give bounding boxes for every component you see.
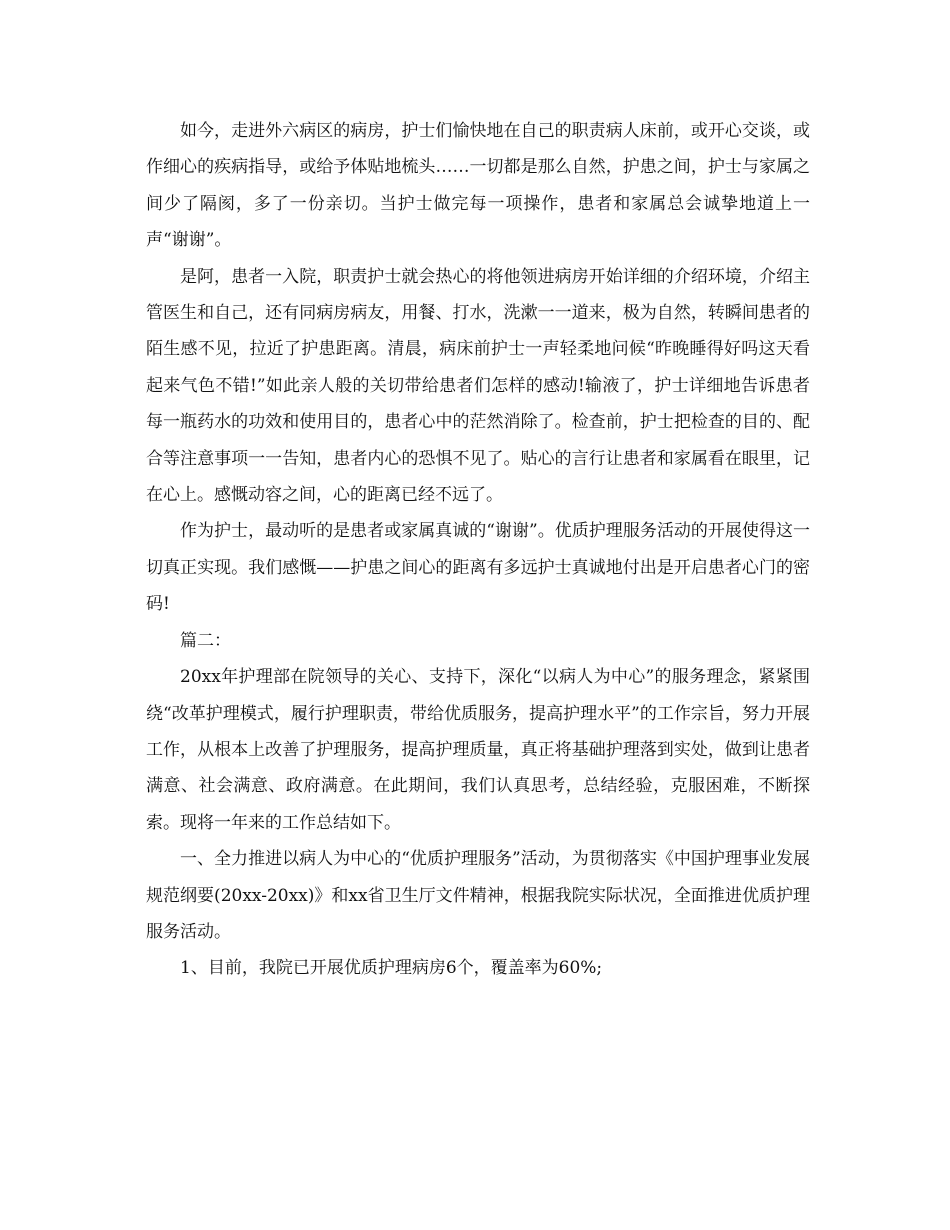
paragraph: 是阿，患者一入院，职责护士就会热心的将他领进病房开始详细的介绍环境，介绍主管医生和自己，还有同病房病友，用餐、打水，洗漱一一道来，极为自然，转瞬间患者的陌生感不见，拉近了护患距离。清晨，病床前护士一声轻柔地问候“昨晚睡得好吗这天看起来气色不错!”如此亲人般的关切带给患者们怎样的感动!输液了，护士详细地告诉患者每一瓶药水的功效和使用目的，患者心中的茫然消除了。检查前，护士把检查的目的、配合等注意事项一一告知，患者内心的恐惧不见了。贴心的言行让患者和家属看在眼里，记在心上。感慨动容之间，心的距离已经不远了。 bbox=[146, 266, 810, 506]
paragraph: 一、全力推进以病人为中心的“优质护理服务”活动，为贯彻落实《中国护理事业发展规范纲要(20xx-20xx)》和xx省卫生厅文件精神，根据我院实际状况，全面推进优质护理服务活动。 bbox=[146, 849, 810, 942]
paragraph: 如今，走进外六病区的病房，护士们愉快地在自己的职责病人床前，或开心交谈，或作细心的疾病指导，或给予体贴地梳头……一切都是那么自然，护患之间，护士与家属之间少了隔阂，多了一份亲切。当护士做完每一项操作，患者和家属总会诚挚地道上一声“谢谢”。 bbox=[146, 121, 810, 251]
document-body bbox=[146, 113, 810, 987]
paragraph: 20xx年护理部在院领导的关心、支持下，深化“以病人为中心”的服务理念，紧紧围绕“改革护理模式，履行护理职责，带给优质服务，提高护理水平”的工作宗旨，努力开展工作，从根本上改善了护理服务，提高护理质量，真正将基础护理落到实处，做到让患者满意、社会满意、政府满意。在此期间，我们认真思考，总结经验，克服困难，不断探索。现将一年来的工作总结如下。 bbox=[146, 667, 810, 833]
section-heading: 篇二： bbox=[180, 630, 231, 651]
paragraph: 作为护士，最动听的是患者或家属真诚的“谢谢”。优质护理服务活动的开展使得这一切真正实现。我们感慨——护患之间心的距离有多远护士真诚地付出是开启患者心门的密码! bbox=[146, 521, 810, 615]
list-item: 1、目前，我院已开展优质护理病房6个，覆盖率为60%; bbox=[180, 958, 603, 979]
